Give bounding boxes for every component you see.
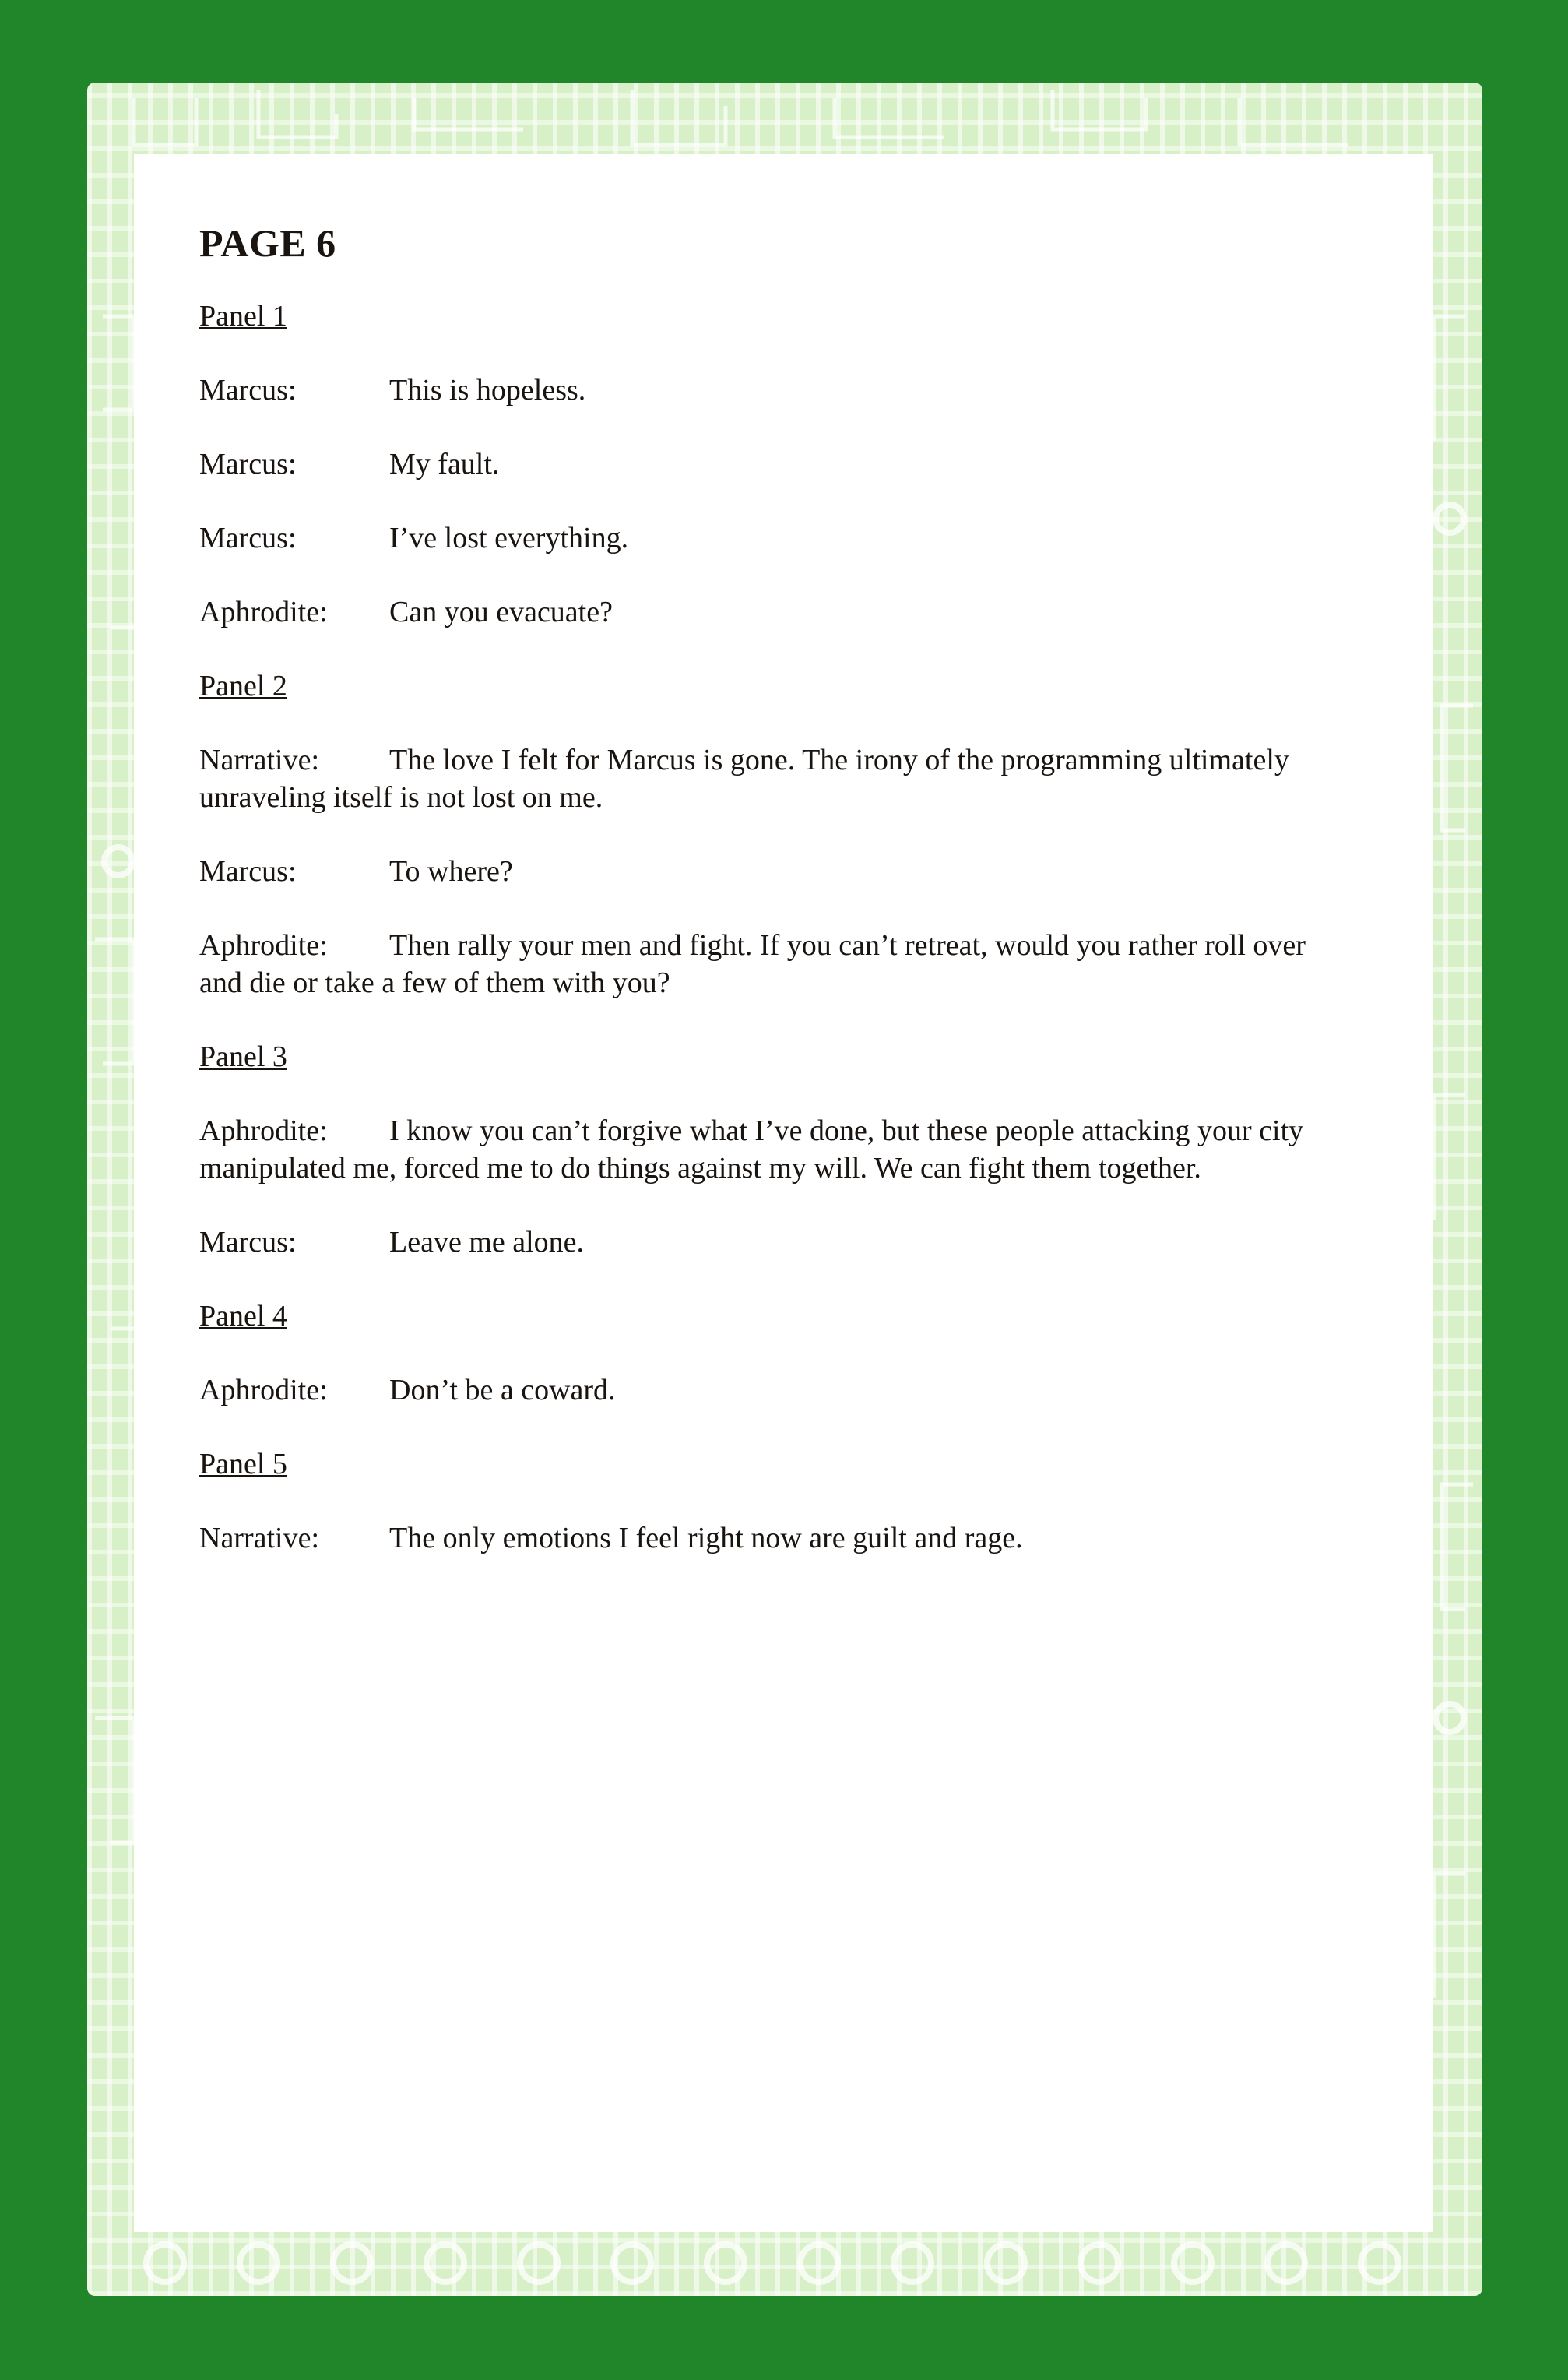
dialogue-text: I’ve lost everything. (389, 522, 629, 555)
dialogue-line (199, 927, 1352, 1002)
page-title: PAGE 6 (199, 221, 336, 265)
dialogue-text: The love I felt for Marcus is gone. The irony of the programming ultimately unraveling itself is not lost on me. (199, 744, 1289, 814)
dialogue-line (199, 1371, 1352, 1409)
panel-heading: Panel 1 (199, 300, 287, 333)
panel-5-section (199, 1445, 1352, 1557)
dialogue-text: Don’t be a coward. (389, 1374, 616, 1407)
speaker-name: Marcus: (199, 522, 297, 555)
dialogue-text: To where? (389, 855, 513, 888)
dialogue-line (199, 445, 1352, 483)
dialogue-line (199, 853, 1352, 890)
panel-3-section (199, 1038, 1352, 1261)
dialogue-line (199, 371, 1352, 409)
dialogue-text: This is hopeless. (389, 374, 586, 407)
speaker-name: Aphrodite: (199, 929, 328, 962)
dialogue-text: Can you evacuate? (389, 596, 613, 628)
dialogue-line (199, 1223, 1352, 1261)
speaker-name: Narrative: (199, 744, 320, 776)
dialogue-text: Leave me alone. (389, 1226, 585, 1259)
speaker-name: Marcus: (199, 855, 297, 888)
dialogue-line (199, 741, 1352, 816)
dialogue-line (199, 519, 1352, 557)
dialogue-text: Then rally your men and fight. If you can’t retreat, would you rather roll over and die or take a few of them with you? (199, 929, 1306, 999)
panel-heading: Panel 2 (199, 670, 287, 702)
dialogue-text: My fault. (389, 448, 500, 481)
speaker-name: Aphrodite: (199, 1114, 328, 1147)
speaker-name: Aphrodite: (199, 1374, 328, 1407)
panel-heading: Panel 3 (199, 1040, 287, 1073)
speaker-name: Marcus: (199, 374, 297, 407)
panel-1-section (199, 298, 1352, 631)
speaker-name: Marcus: (199, 1226, 297, 1259)
dialogue-line (199, 1519, 1352, 1557)
panel-heading: Panel 5 (199, 1448, 287, 1480)
panel-4-section (199, 1297, 1352, 1409)
script-content (199, 218, 1352, 1593)
panel-2-section (199, 667, 1352, 1002)
dialogue-line (199, 593, 1352, 631)
dialogue-text: I know you can’t forgive what I’ve done, but these people attacking your city manipulated me, forced me to do things against my will. We can fight them together. (199, 1114, 1304, 1185)
dialogue-text: The only emotions I feel right now are guilt and rage. (389, 1522, 1023, 1554)
speaker-name: Narrative: (199, 1522, 320, 1554)
panel-heading: Panel 4 (199, 1300, 287, 1333)
speaker-name: Aphrodite: (199, 596, 328, 628)
speaker-name: Marcus: (199, 448, 297, 481)
dialogue-line (199, 1112, 1352, 1187)
